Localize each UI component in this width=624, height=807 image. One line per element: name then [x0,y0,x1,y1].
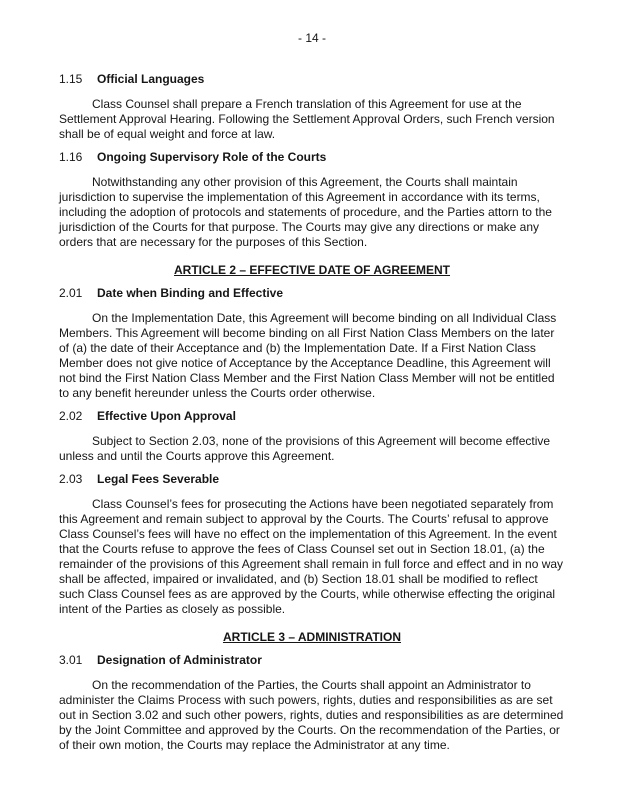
article-heading [59,263,565,278]
section-heading [59,150,565,165]
section-number: 1.16 [59,150,83,164]
section-title: Official Languages [97,72,205,86]
section-heading [59,409,565,424]
section-number: 1.15 [59,72,83,86]
section-paragraph: On the Implementation Date, this Agreement will become binding on all Individual Class Members. This Agreement will become binding on all First Nation Class Members on the later of (a) the date of their Acceptance and (b) the Implementation Date. If a First Nation Class Member does not give notice of Acceptance by the Acceptance Deadline, this Agreement will not bind the First Nation Class Member and the First Nation Class Member will not be entitled to any benefit hereunder unless the Courts order otherwise. [59,311,557,400]
section-title: Legal Fees Severable [97,472,220,486]
section-title: Ongoing Supervisory Role of the Courts [97,150,327,164]
section-title: Date when Binding and Effective [97,286,284,300]
article-heading [59,630,565,645]
section-paragraph: Class Counsel’s fees for prosecuting the Actions have been negotiated separately from this Agreement and remain subject to approval by the Courts. The Courts’ refusal to approve Class Counsel’s fees will have no effect on the implementation of this Agreement. In the event that the Courts refuse to approve the fees of Class Counsel set out in Section 18.01, (a) the remainder of the provisions of this Agreement shall remain in full force and effect and in no way shall be affected, impaired or invalidated, and (b) Section 18.01 shall be modified to reflect such Class Counsel fees as are approved by the Courts, while otherwise effecting the original intent of the Parties as closely as possible. [59,497,564,616]
page-number: - 14 - [297,31,326,45]
section-paragraph: Class Counsel shall prepare a French translation of this Agreement for use at the Settlement Approval Hearing. Following the Settlement Approval Orders, such French version shall be of equal weight and force at law. [59,97,555,141]
section-paragraph: Subject to Section 2.03, none of the provisions of this Agreement will become effective unless and until the Courts approve this Agreement. [59,434,551,463]
section-title: Effective Upon Approval [97,409,236,423]
section-number: 2.01 [59,286,83,300]
article-heading-text: ARTICLE 3 – ADMINISTRATION [222,630,401,644]
section-heading [59,286,565,301]
section-heading [59,472,565,487]
section-number: 2.03 [59,472,83,486]
section-paragraph: On the recommendation of the Parties, the Courts shall appoint an Administrator to administer the Claims Process with such powers, rights, duties and responsibilities as are set out in Section 3.02 and such other powers, rights, duties and responsibilities as are determined by the Joint Committee and approved by the Courts. On the recommendation of the Parties, or of their own motion, the Courts may replace the Administrator at any time. [59,678,564,752]
section-number: 2.02 [59,409,83,423]
section-number: 3.01 [59,653,83,667]
section-heading [59,653,565,668]
section-paragraph: Notwithstanding any other provision of this Agreement, the Courts shall maintain jurisdiction to supervise the implementation of this Agreement in accordance with its terms, including the adoption of protocols and statements of procedure, and the Parties attorn to the jurisdiction of the Courts for that purpose. The Courts may give any directions or make any orders that are necessary for the purposes of this Section. [59,175,552,249]
article-heading-text: ARTICLE 2 – EFFECTIVE DATE OF AGREEMENT [173,263,451,277]
section-heading [59,72,565,87]
section-title: Designation of Administrator [97,653,262,667]
